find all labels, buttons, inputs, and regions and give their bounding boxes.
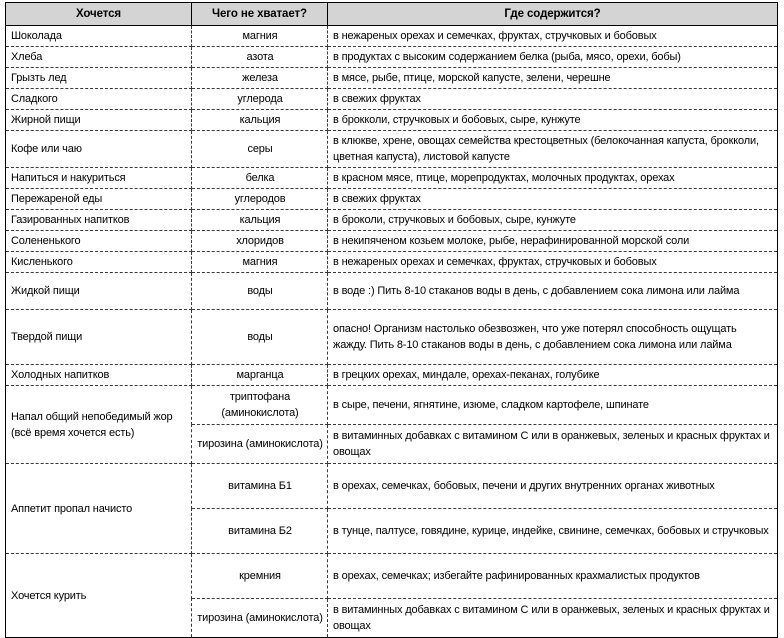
cell-lack: марганца (192, 365, 328, 386)
cell-lack: кальция (192, 210, 328, 231)
cell-want: Твердой пищи (6, 310, 192, 365)
table-row (6, 210, 778, 231)
cell-where: в нежареных орехах и семечках, фруктах, стручковых и бобовых (328, 252, 778, 273)
table-row (6, 68, 778, 89)
cell-where: в свежих фруктах (328, 189, 778, 210)
cell-where: в свежих фруктах (328, 89, 778, 110)
table-row (6, 252, 778, 273)
table-row (6, 168, 778, 189)
column-header-where: Где содержится? (328, 3, 778, 26)
cell-where: в грецких орехах, миндале, орехах-пеканах, голубике (328, 365, 778, 386)
cell-where: в орехах, семечках; избегайте рафинированных крахмалистых продуктов (328, 554, 778, 599)
table-row (6, 131, 778, 168)
table-row (6, 273, 778, 310)
cell-lack: магния (192, 26, 328, 47)
cell-want: Напиться и накуриться (6, 168, 192, 189)
cell-lack: тирозина (аминокислота) (192, 599, 328, 638)
cell-where: в броколи, стручковых и бобовых, сыре, кунжуте (328, 210, 778, 231)
cell-lack: углеродов (192, 189, 328, 210)
cell-lack: кремния (192, 554, 328, 599)
cell-lack: воды (192, 273, 328, 310)
table-row (6, 47, 778, 68)
cell-where: в сыре, печени, ягнятине, изюме, сладком картофеле, шпинате (328, 386, 778, 425)
cell-want: Хлеба (6, 47, 192, 68)
cell-want: Газированных напитков (6, 210, 192, 231)
cell-lack: углерода (192, 89, 328, 110)
cell-where: в витаминных добавках с витамином С или в оранжевых, зеленых и красных фруктах и овощах (328, 599, 778, 638)
cell-where: в тунце, палтусе, говядине, курице, индейке, свинине, семечках, бобовых и стручковых (328, 509, 778, 554)
table-row (6, 89, 778, 110)
cell-want-group: Аппетит пропал начисто (6, 464, 192, 554)
cell-want: Кисленького (6, 252, 192, 273)
cell-where: в клюкве, хрене, овощах семейства крестоцветных (белокочанная капуста, брокколи, цветная капуста), листовой капусте (328, 131, 778, 168)
cell-lack: железа (192, 68, 328, 89)
cell-want: Кофе или чаю (6, 131, 192, 168)
cell-lack: кальция (192, 110, 328, 131)
cell-where: в орехах, семечках, бобовых, печени и других внутренних органах животных (328, 464, 778, 509)
cell-where: в некипяченом козьем молоке, рыбе, нерафинированной морской соли (328, 231, 778, 252)
cell-want: Холодных напитков (6, 365, 192, 386)
cell-where: в красном мясе, птице, морепродуктах, молочных продуктах, орехах (328, 168, 778, 189)
cell-lack: серы (192, 131, 328, 168)
cell-where: в продуктах с высоким содержанием белка (рыба, мясо, орехи, бобы) (328, 47, 778, 68)
cell-lack: воды (192, 310, 328, 365)
cell-want: Жирной пищи (6, 110, 192, 131)
table-row (6, 386, 778, 425)
table-row (6, 26, 778, 47)
page-root (0, 2, 784, 632)
table-row (6, 554, 778, 599)
cell-lack: хлоридов (192, 231, 328, 252)
cell-where: в брокколи, стручковых и бобовых, сыре, кунжуте (328, 110, 778, 131)
table-header (6, 3, 778, 26)
cell-want: Грызть лед (6, 68, 192, 89)
cell-want: Шоколада (6, 26, 192, 47)
cell-lack: витамина Б2 (192, 509, 328, 554)
cell-want: Пережареной еды (6, 189, 192, 210)
cell-where: в нежареных орехах и семечках, фруктах, стручковых и бобовых (328, 26, 778, 47)
table-row (6, 365, 778, 386)
table-body (6, 26, 778, 638)
table-row (6, 231, 778, 252)
table-row (6, 464, 778, 509)
column-header-want: Хочется (6, 3, 192, 26)
table-row (6, 110, 778, 131)
cell-where: в витаминных добавках с витамином С или в оранжевых, зеленых и красных фруктах и овощах (328, 425, 778, 464)
table-row (6, 310, 778, 365)
cell-where: в воде :) Пить 8-10 стаканов воды в день, с добавлением сока лимона или лайма (328, 273, 778, 310)
table-header-row (6, 3, 778, 26)
cell-want-group: Хочется курить (6, 554, 192, 638)
nutrition-table (5, 2, 778, 638)
cell-lack: триптофана (аминокислота) (192, 386, 328, 425)
cell-lack: магния (192, 252, 328, 273)
table-row (6, 189, 778, 210)
cell-want: Солененького (6, 231, 192, 252)
cell-want: Жидкой пищи (6, 273, 192, 310)
cell-want: Сладкого (6, 89, 192, 110)
cell-lack: витамина Б1 (192, 464, 328, 509)
cell-lack: азота (192, 47, 328, 68)
cell-lack: белка (192, 168, 328, 189)
cell-where: опасно! Организм настолько обезвозжен, что уже потерял способность ощущать жажду. Пить 8-10 стаканов воды в день, с добавлением сока лимона или лайма (328, 310, 778, 365)
cell-where: в мясе, рыбе, птице, морской капусте, зелени, черешне (328, 68, 778, 89)
cell-want-group: Напал общий непобедимый жор (всё время хочется есть) (6, 386, 192, 464)
cell-lack: тирозина (аминокислота) (192, 425, 328, 464)
column-header-lack: Чего не хватает? (192, 3, 328, 26)
